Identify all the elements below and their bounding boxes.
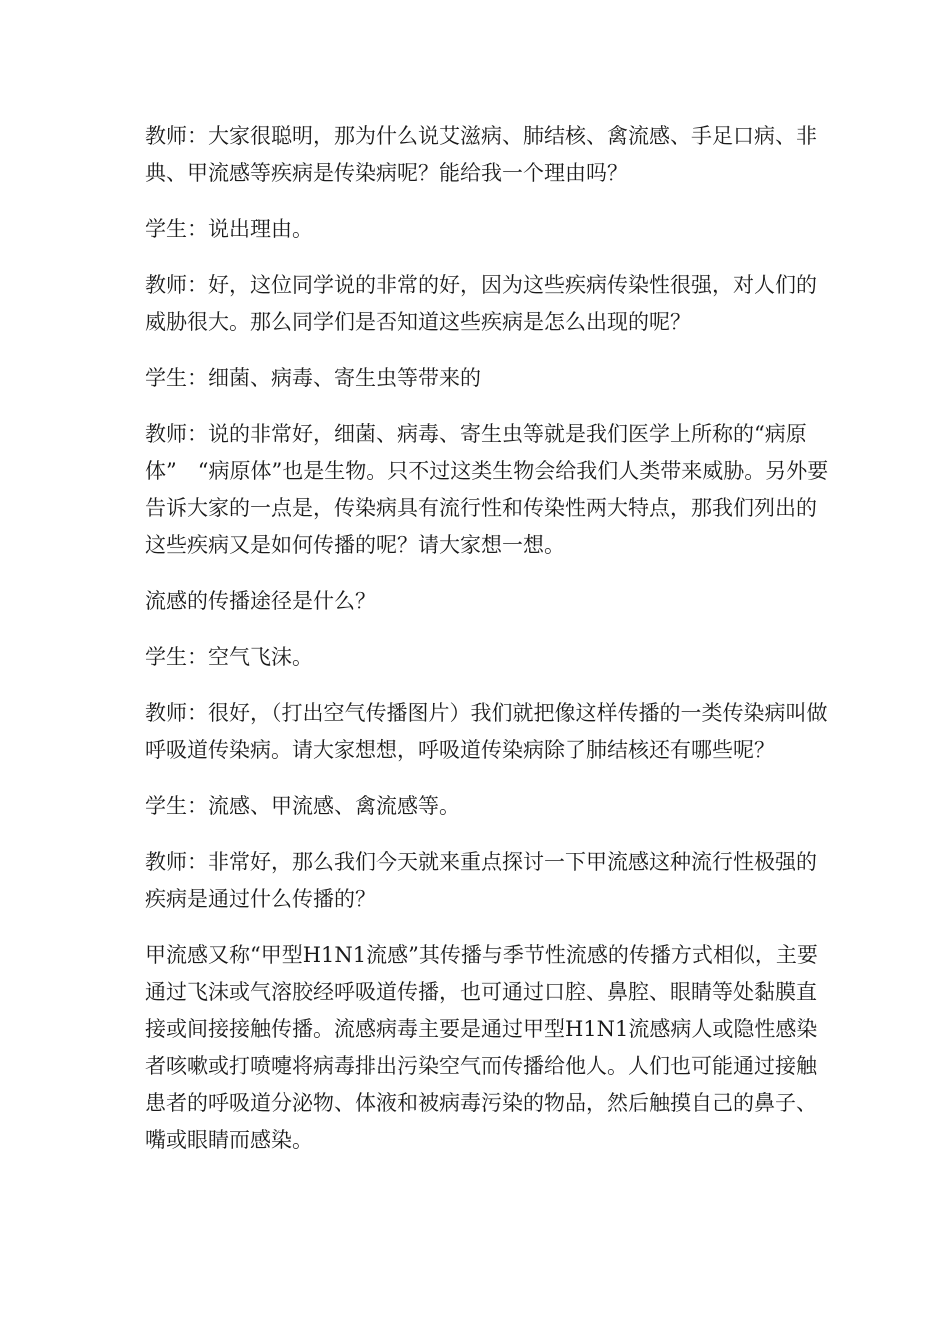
paragraph-teacher-praise: 教师：好，这位同学说的非常的好，因为这些疾病传染性很强，对人们的威胁很大。那么同学们是否知道这些疾病是怎么出现的呢？ bbox=[145, 273, 817, 334]
document-page bbox=[145, 118, 835, 1178]
paragraph-teacher-pathogen: 教师：说的非常好，细菌、病毒、寄生虫等就是我们医学上所称的“病原体” “病原体”也是生物。只不过这类生物会给我们人类带来威胁。另外要告诉大家的一点是，传染病具有流行性和传染性两大特点，那我们列出的这些疾病又是如何传播的呢？请大家想一想。 bbox=[145, 422, 829, 557]
paragraph-h1n1-transmission: 甲流感又称“甲型H1N1流感”其传播与季节性流感的传播方式相似，主要通过飞沫或气溶胶经呼吸道传播，也可通过口腔、鼻腔、眼睛等处黏膜直接或间接接触传播。流感病毒主要是通过甲型H1N1流感病人或隐性感染者咳嗽或打喷嚏将病毒排出污染空气而传播给他人。人们也可能通过接触患者的呼吸道分泌物、体液和被病毒污染的物品，然后触摸自己的鼻子、嘴或眼睛而感染。 bbox=[145, 943, 818, 1152]
paragraph-student-examples: 学生：流感、甲流感、禽流感等。 bbox=[145, 794, 460, 818]
paragraph-teacher-h1n1: 教师：非常好，那么我们今天就来重点探讨一下甲流感这种流行性极强的疾病是通过什么传播的？ bbox=[145, 850, 817, 911]
paragraph-student-reason: 学生：说出理由。 bbox=[145, 217, 313, 241]
paragraph-student-cause: 学生：细菌、病毒、寄生虫等带来的 bbox=[145, 366, 481, 390]
paragraph-student-air: 学生：空气飞沫。 bbox=[145, 645, 313, 669]
paragraph-teacher-question: 教师：大家很聪明，那为什么说艾滋病、肺结核、禽流感、手足口病、非典、甲流感等疾病是传染病呢？能给我一个理由吗？ bbox=[145, 124, 817, 185]
paragraph-flu-question: 流感的传播途径是什么？ bbox=[145, 589, 376, 613]
paragraph-teacher-respiratory: 教师：很好，（打出空气传播图片）我们就把像这样传播的一类传染病叫做呼吸道传染病。请大家想想，呼吸道传染病除了肺结核还有哪些呢？ bbox=[145, 701, 828, 762]
